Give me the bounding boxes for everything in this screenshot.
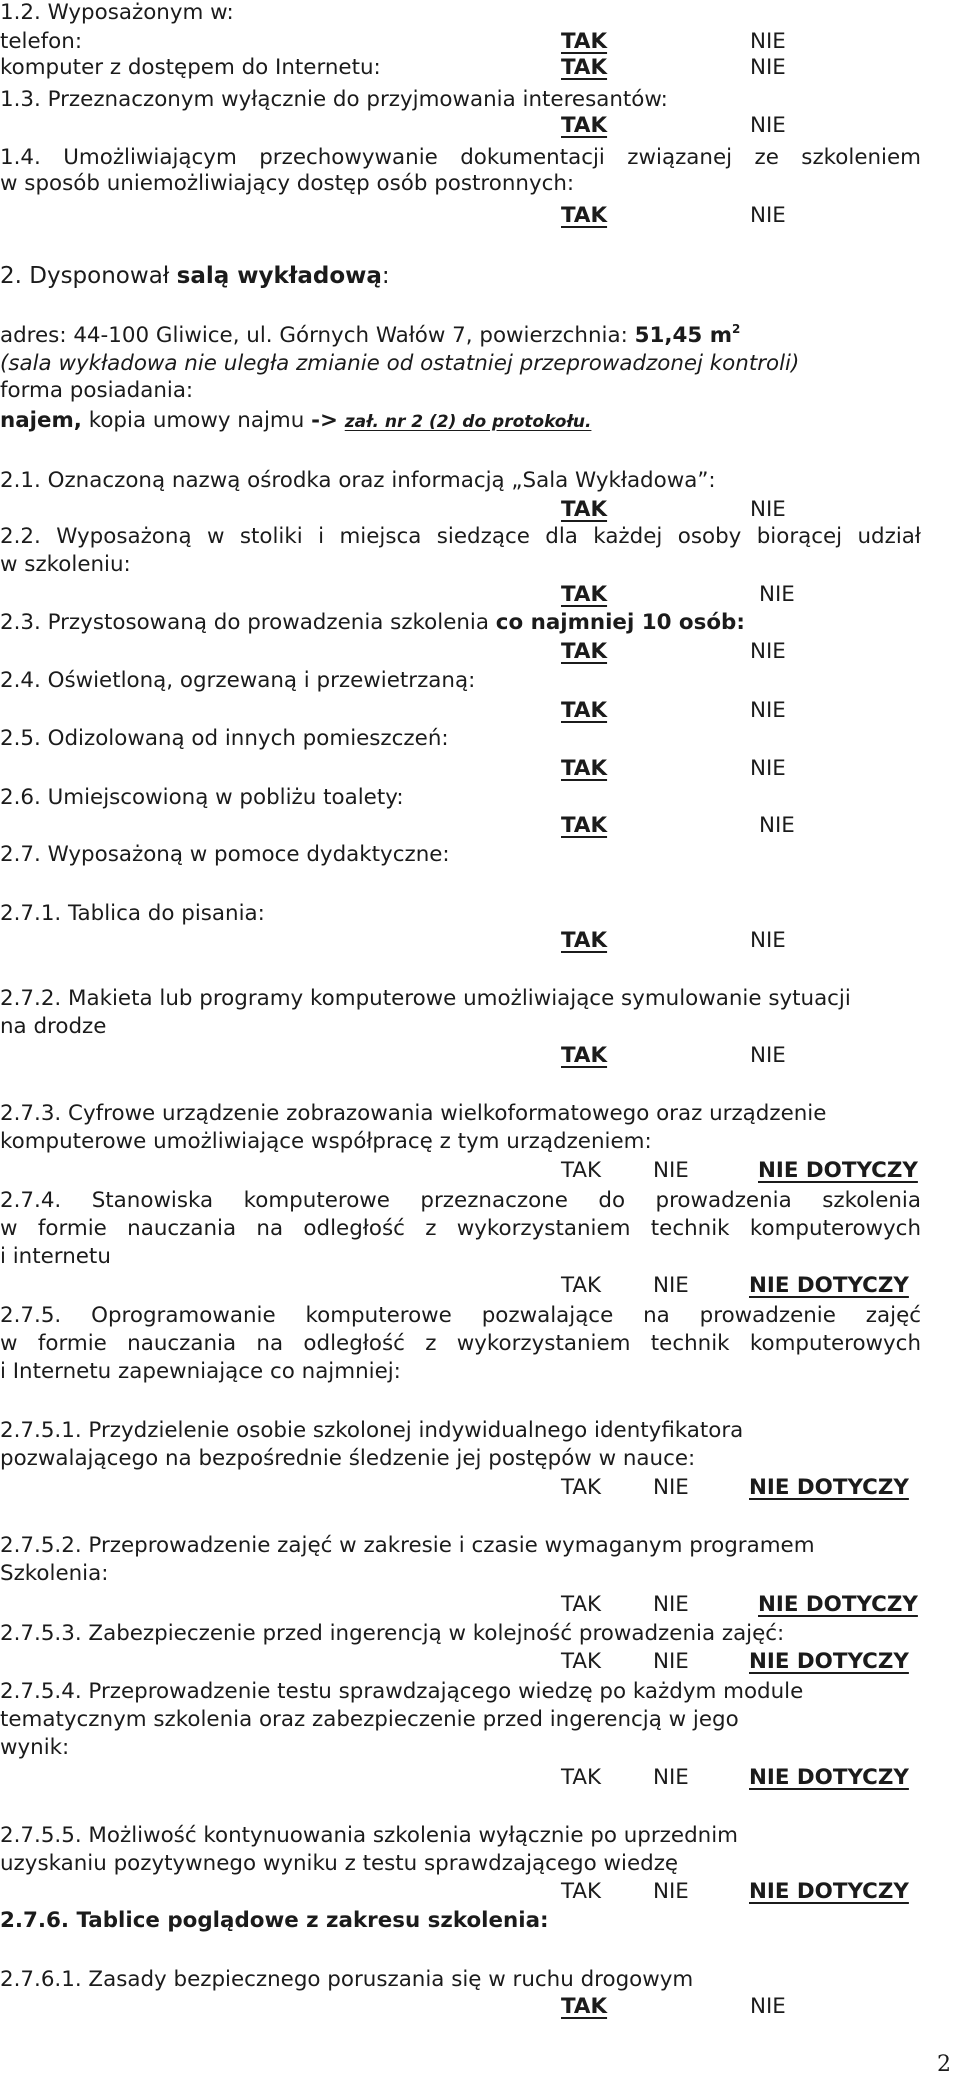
answer-tak-selected: TAK	[561, 928, 608, 953]
answer-tak-selected: TAK	[561, 639, 608, 664]
answer-nie-dotyczy-selected: NIE DOTYCZY	[758, 1158, 918, 1183]
section-2-7-5-1-line1: 2.7.5.1. Przydzielenie osobie szkolonej indywidualnego identyfikatora	[0, 1418, 744, 1443]
section-2-4: 2.4. Oświetloną, ogrzewaną i przewietrzaną:	[0, 668, 476, 693]
section-2-6: 2.6. Umiejscowioną w pobliżu toalety:	[0, 785, 404, 810]
answer-tak-selected: TAK	[561, 29, 608, 54]
answer-nie: NIE	[750, 29, 786, 54]
section-2-7-5-line3: i Internetu zapewniające co najmniej:	[0, 1359, 401, 1384]
answer-nie: NIE	[653, 1475, 689, 1500]
forma-posiadania-value: najem, kopia umowy najmu -> zał. nr 2 (2) do protokołu.	[0, 408, 592, 433]
answer-tak-selected: TAK	[561, 582, 608, 607]
section-2-7-6-heading: 2.7.6. Tablice poglądowe z zakresu szkolenia:	[0, 1908, 549, 1933]
section-2-7-1: 2.7.1. Tablica do pisania:	[0, 901, 265, 926]
section-2-3: 2.3. Przystosowaną do prowadzenia szkolenia co najmniej 10 osób:	[0, 610, 745, 635]
section-1-2-heading: 1.2. Wyposażonym w:	[0, 0, 234, 25]
section-2-1: 2.1. Oznaczoną nazwą ośrodka oraz informacją „Sala Wykładowa”:	[0, 468, 716, 493]
section-2-7-5-4-line3: wynik:	[0, 1735, 70, 1760]
section-2-7-4-line3: i internetu	[0, 1244, 111, 1269]
section-2-7-5-5-line1: 2.7.5.5. Możliwość kontynuowania szkolenia wyłącznie po uprzednim	[0, 1823, 738, 1848]
answer-nie-dotyczy-selected: NIE DOTYCZY	[749, 1273, 909, 1298]
section-2-7-5-line2: w formie nauczania na odległość z wykorzystaniem technik komputerowych	[0, 1331, 921, 1356]
section-2-7-5-2-line1: 2.7.5.2. Przeprowadzenie zajęć w zakresie i czasie wymaganym programem	[0, 1533, 815, 1558]
section-2-7-2-line2: na drodze	[0, 1014, 107, 1039]
answer-nie: NIE	[750, 928, 786, 953]
section-2-7: 2.7. Wyposażoną w pomoce dydaktyczne:	[0, 842, 450, 867]
section-2-7-5-line1: 2.7.5. Oprogramowanie komputerowe pozwalające na prowadzenie zajęć	[0, 1303, 921, 1328]
answer-tak: TAK	[561, 1649, 602, 1674]
answer-nie: NIE	[750, 1994, 786, 2019]
section-2-7-4-line2: w formie nauczania na odległość z wykorzystaniem technik komputerowych	[0, 1216, 921, 1241]
answer-nie: NIE	[653, 1765, 689, 1790]
forma-posiadania-label: forma posiadania:	[0, 378, 194, 403]
answer-nie: NIE	[750, 639, 786, 664]
answer-nie: NIE	[759, 813, 795, 838]
answer-nie: NIE	[750, 756, 786, 781]
address-line: adres: 44-100 Gliwice, ul. Górnych Wałów 7, powierzchnia: 51,45 $m^2$	[0, 322, 741, 348]
answer-tak: TAK	[561, 1475, 602, 1500]
section-2-7-5-4-line2: tematycznym szkolenia oraz zabezpieczenie przed ingerencją w jego	[0, 1707, 739, 1732]
section-2-7-5-4-line1: 2.7.5.4. Przeprowadzenie testu sprawdzającego wiedzę po każdym module	[0, 1679, 804, 1704]
answer-nie: NIE	[750, 497, 786, 522]
answer-nie-dotyczy-selected: NIE DOTYCZY	[749, 1765, 909, 1790]
answer-nie: NIE	[750, 698, 786, 723]
answer-tak-selected: TAK	[561, 756, 608, 781]
section-2-7-5-1-line2: pozwalającego na bezpośrednie śledzenie jej postępów w nauce:	[0, 1446, 696, 1471]
answer-nie: NIE	[750, 55, 786, 80]
answer-tak-selected: TAK	[561, 55, 608, 80]
answer-tak: TAK	[561, 1765, 602, 1790]
answer-tak-selected: TAK	[561, 698, 608, 723]
section-2-heading: 2. Dysponował salą wykładową:	[0, 263, 390, 289]
answer-nie: NIE	[653, 1879, 689, 1904]
section-1-4-line2: w sposób uniemożliwiający dostęp osób postronnych:	[0, 171, 575, 196]
section-2-2-line1: 2.2. Wyposażoną w stoliki i miejsca siedzące dla każdej osoby biorącej udział	[0, 524, 921, 549]
answer-tak-selected: TAK	[561, 113, 608, 138]
section-2-7-3-line2: komputerowe umożliwiające współpracę z tym urządzeniem:	[0, 1129, 652, 1154]
section-2-2-line2: w szkoleniu:	[0, 552, 131, 577]
answer-tak: TAK	[561, 1592, 602, 1617]
section-2-7-2-line1: 2.7.2. Makieta lub programy komputerowe umożliwiające symulowanie sytuacji	[0, 986, 851, 1011]
section-2-5: 2.5. Odizolowaną od innych pomieszczeń:	[0, 726, 449, 751]
answer-tak: TAK	[561, 1273, 602, 1298]
answer-nie: NIE	[750, 203, 786, 228]
answer-tak-selected: TAK	[561, 1043, 608, 1068]
answer-nie: NIE	[653, 1649, 689, 1674]
section-2-7-6-1: 2.7.6.1. Zasady bezpiecznego poruszania się w ruchu drogowym	[0, 1967, 694, 1992]
answer-nie: NIE	[653, 1592, 689, 1617]
section-1-4-line1: 1.4. Umożliwiającym przechowywanie dokumentacji związanej ze szkoleniem	[0, 145, 921, 170]
answer-tak-selected: TAK	[561, 813, 608, 838]
answer-nie: NIE	[750, 113, 786, 138]
answer-nie: NIE	[759, 582, 795, 607]
answer-nie: NIE	[750, 1043, 786, 1068]
answer-nie-dotyczy-selected: NIE DOTYCZY	[758, 1592, 918, 1617]
answer-tak-selected: TAK	[561, 203, 608, 228]
answer-tak-selected: TAK	[561, 497, 608, 522]
answer-tak-selected: TAK	[561, 1994, 608, 2019]
answer-nie-dotyczy-selected: NIE DOTYCZY	[749, 1649, 909, 1674]
section-2-7-5-2-line2: Szkolenia:	[0, 1561, 109, 1586]
answer-tak: TAK	[561, 1158, 602, 1183]
page-number: 2	[937, 2052, 951, 2077]
answer-nie: NIE	[653, 1158, 689, 1183]
answer-nie: NIE	[653, 1273, 689, 1298]
item-telefon: telefon:	[0, 29, 83, 54]
section-2-7-5-5-line2: uzyskaniu pozytywnego wyniku z testu sprawdzającego wiedzę	[0, 1851, 679, 1876]
section-2-7-3-line1: 2.7.3. Cyfrowe urządzenie zobrazowania wielkoformatowego oraz urządzenie	[0, 1101, 827, 1126]
item-komputer: komputer z dostępem do Internetu:	[0, 55, 381, 80]
answer-tak: TAK	[561, 1879, 602, 1904]
answer-nie-dotyczy-selected: NIE DOTYCZY	[749, 1879, 909, 1904]
note-sala-unchanged: (sala wykładowa nie uległa zmianie od ostatniej przeprowadzonej kontroli)	[0, 351, 800, 376]
attachment-reference: zał. nr 2 (2) do protokołu.	[344, 412, 592, 432]
section-2-7-4-line1: 2.7.4. Stanowiska komputerowe przeznaczone do prowadzenia szkolenia	[0, 1188, 921, 1213]
answer-nie-dotyczy-selected: NIE DOTYCZY	[749, 1475, 909, 1500]
section-2-7-5-3: 2.7.5.3. Zabezpieczenie przed ingerencją w kolejność prowadzenia zajęć:	[0, 1621, 785, 1646]
section-1-3: 1.3. Przeznaczonym wyłącznie do przyjmowania interesantów:	[0, 87, 668, 112]
